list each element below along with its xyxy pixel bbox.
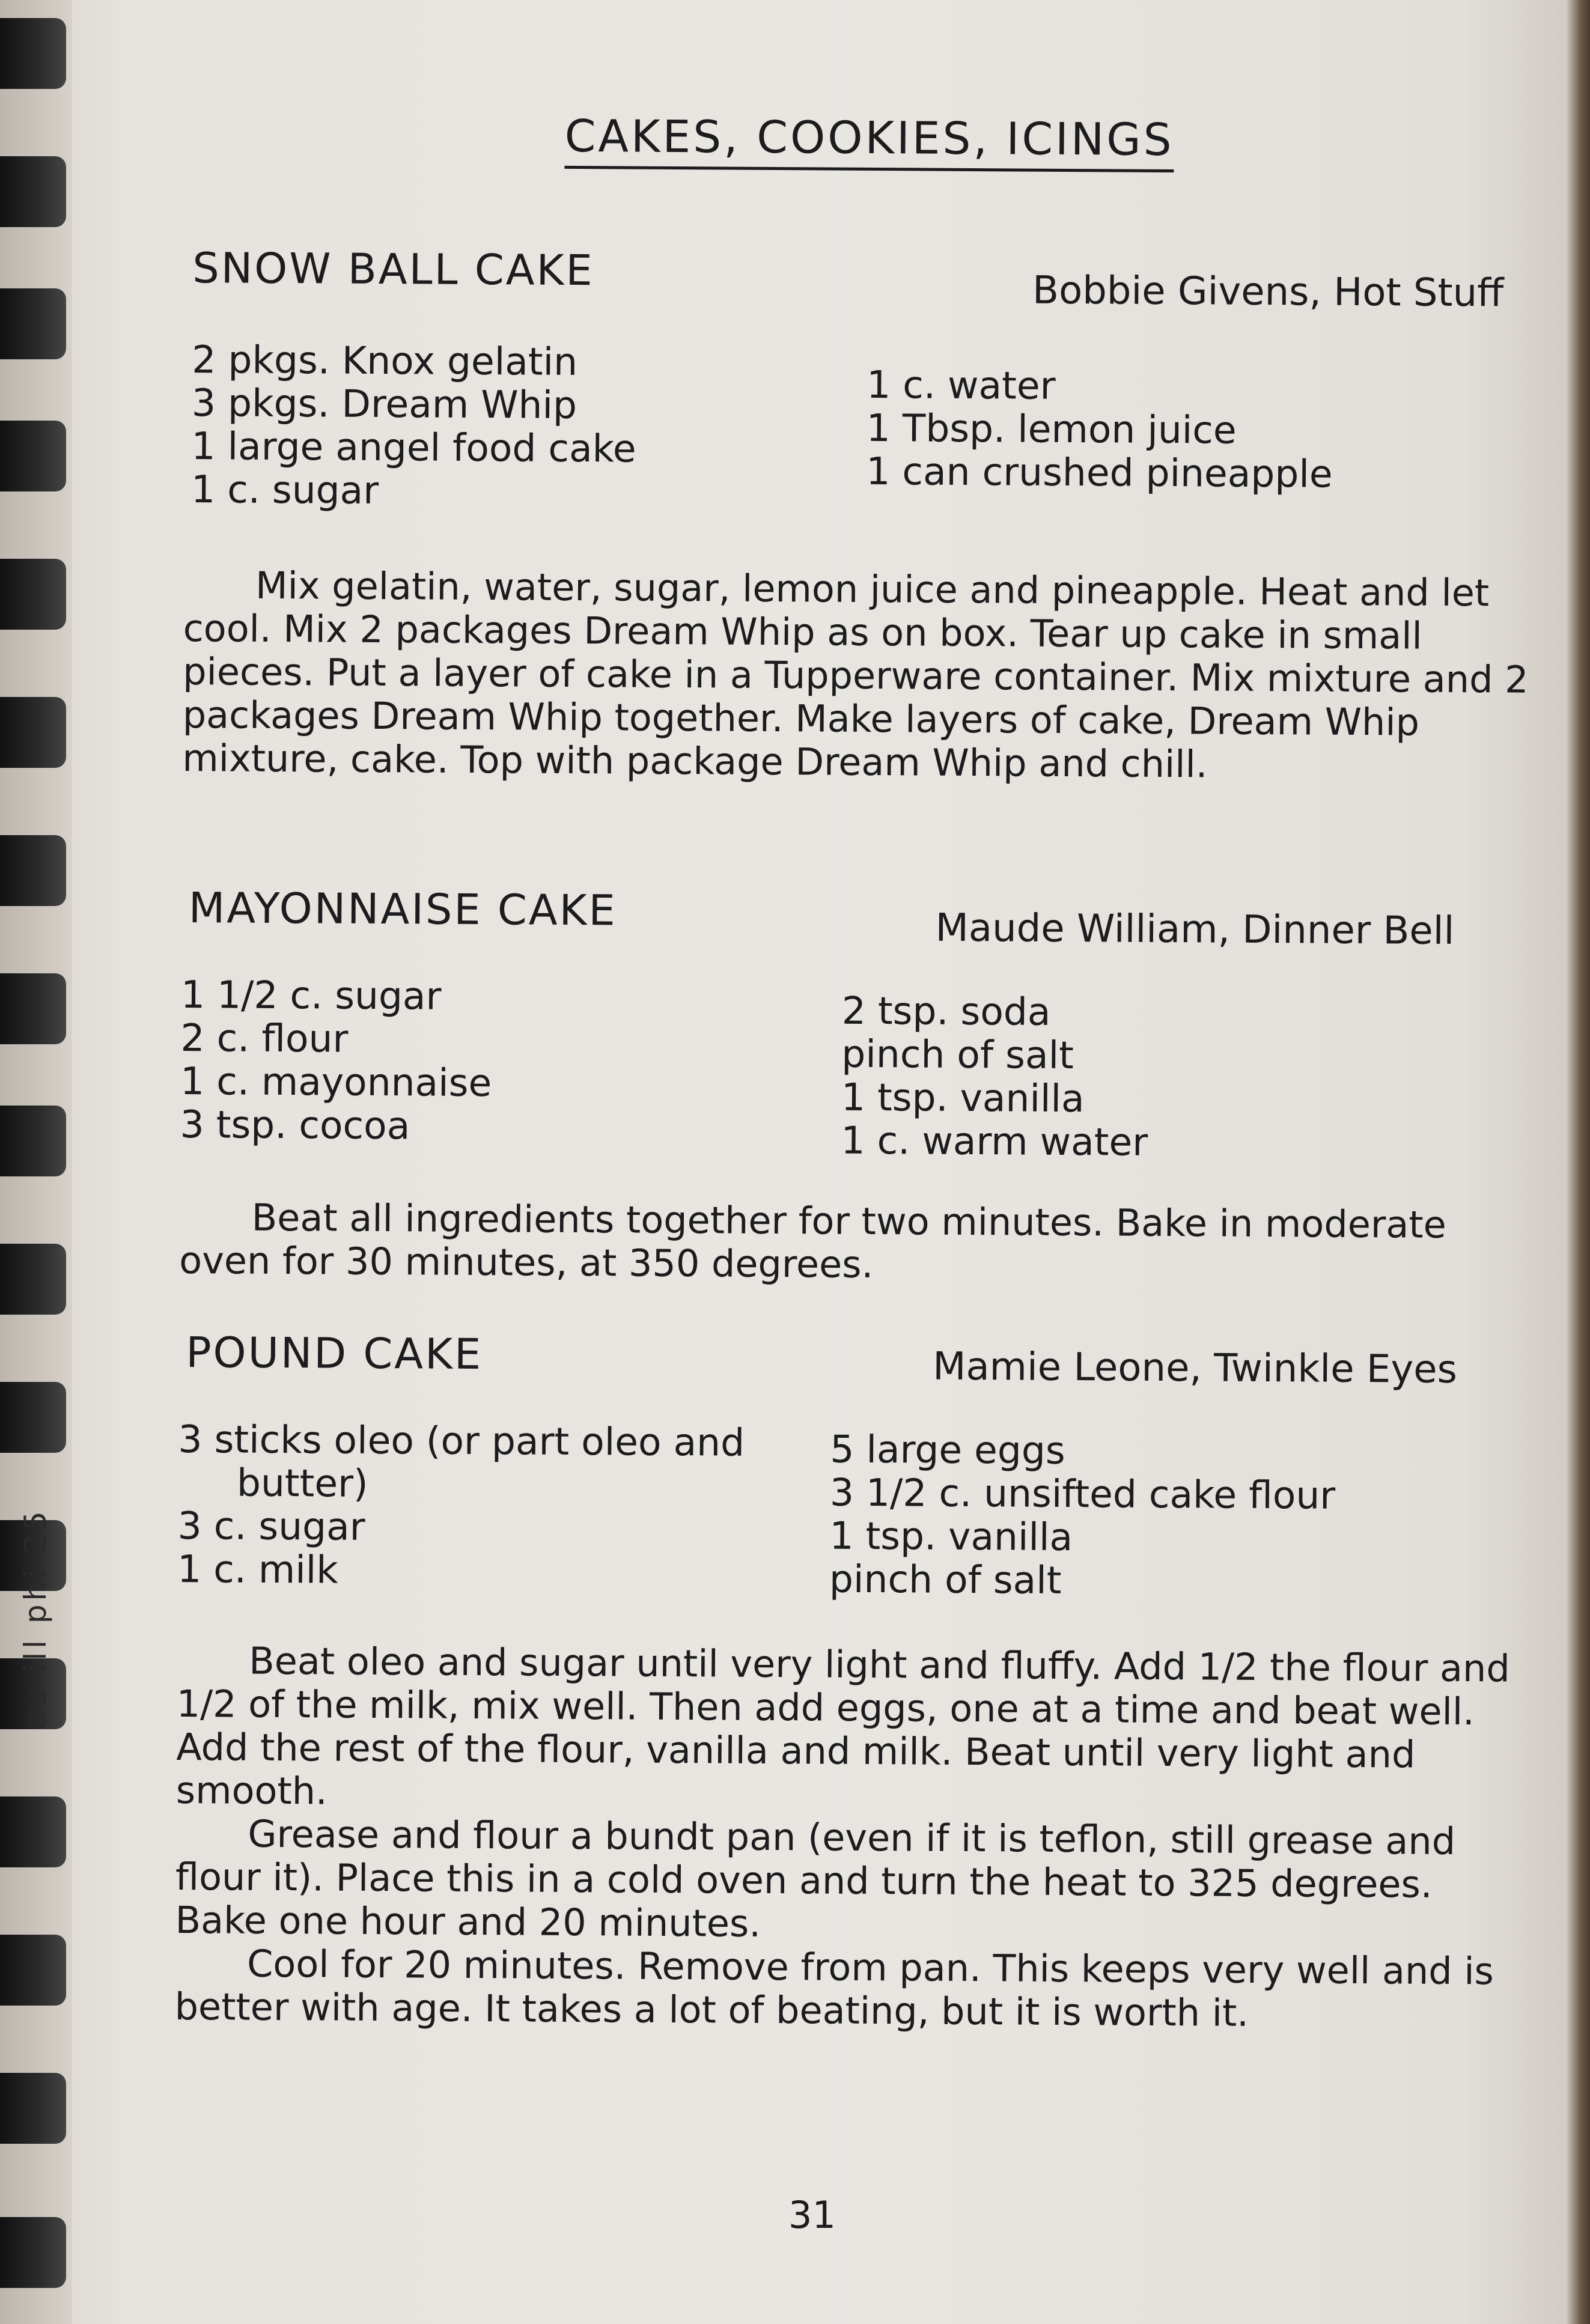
binding-ring [0, 288, 66, 359]
ingredient: butter) [236, 1461, 368, 1506]
binding-ring [0, 2217, 66, 2288]
direction-paragraph: Mix gelatin, water, sugar, lemon juice and pineapple. Heat and let cool. Mix 2 packages Dream Whip as on box. Tear up cake in small pieces. Put a layer of cake in a Tupperware container. Mix mixture and 2 packages Dream Whip together. Make layers of cake, Dream Whip mixture, cake. Top with package Dream Whip and chill. [182, 563, 1529, 786]
ingredients-left [180, 973, 492, 1148]
ingredient: 3 c. sugar [177, 1503, 365, 1549]
direction-paragraph: Beat all ingredients together for two minutes. Bake in moderate oven for 30 minutes, at 350 degrees. [179, 1195, 1447, 1287]
recipe-title: POUND CAKE [186, 1328, 483, 1379]
binding-ring [0, 421, 66, 491]
binding-ring [0, 1796, 66, 1867]
recipe-title: SNOW BALL CAKE [192, 243, 595, 296]
binding-ring [0, 1935, 66, 2006]
binding-ring [0, 559, 66, 630]
ingredients-right [866, 364, 1333, 496]
ingredient: 1 tsp. vanilla [829, 1513, 1073, 1560]
recipe-directions [174, 1639, 1535, 2037]
ingredients-left [191, 338, 637, 514]
ingredient: 1 c. milk [177, 1547, 339, 1592]
binding-ring [0, 835, 66, 906]
recipe-directions [182, 564, 1541, 788]
direction-paragraph: Grease and flour a bundt pan (even if it is teflon, still grease and flour it). Place this in a cold oven and turn the heat to 325 degrees. Bake one hour and 20 minutes. [175, 1811, 1456, 1945]
page-edge [1566, 0, 1590, 2324]
section-heading: CAKES, COOKIES, ICINGS [564, 111, 1174, 172]
direction-paragraph: Cool for 20 minutes. Remove from pan. This keeps very well and is better with age. It takes a lot of beating, but it is worth it. [174, 1941, 1494, 2035]
ingredient: 1 c. sugar [190, 467, 379, 513]
ingredient: 1 c. mayonnaise [180, 1059, 492, 1106]
page-content [174, 108, 1538, 2035]
ingredient: 3 tsp. cocoa [180, 1102, 410, 1148]
ingredient: 1 Tbsp. lemon juice [866, 406, 1237, 452]
recipe-title: MAYONNAISE CAKE [188, 883, 618, 935]
ingredient: pinch of salt [841, 1032, 1074, 1078]
spine-label: eu ill phi 25 [18, 1507, 53, 1730]
ingredient: 3 1/2 c. unsifted cake flour [829, 1470, 1336, 1518]
binding-ring [0, 697, 66, 768]
ingredient: 5 large eggs [830, 1427, 1065, 1473]
ingredient: 1 can crushed pineapple [866, 449, 1333, 496]
ingredient: 3 sticks oleo (or part oleo and [178, 1417, 745, 1465]
ingredient: 2 pkgs. Knox gelatin [192, 338, 578, 384]
recipe-directions [179, 1196, 1538, 1291]
binding-ring [0, 1106, 66, 1176]
ingredient: 1 c. warm water [841, 1118, 1148, 1164]
recipe-author: Mamie Leone, Twinkle Eyes [933, 1344, 1458, 1392]
recipe-author: Maude William, Dinner Bell [935, 905, 1455, 954]
ingredients-left [177, 1418, 745, 1595]
page-number: 31 [788, 2193, 836, 2237]
binding-spine [0, 0, 72, 2324]
direction-paragraph: Beat oleo and sugar until very light and fluffy. Add 1/2 the flour and 1/2 of the milk, mix well. Then add eggs, one at a time and beat well. Add the rest of the flour, vanilla and milk. Beat until very light and smooth. [175, 1638, 1510, 1813]
ingredient: 1 1/2 c. sugar [180, 972, 442, 1018]
binding-ring [0, 2073, 66, 2144]
binding-ring [0, 18, 66, 89]
binding-ring [0, 156, 66, 227]
ingredient: 1 large angel food cake [191, 424, 636, 471]
ingredient: 2 tsp. soda [841, 988, 1051, 1034]
ingredient: pinch of salt [829, 1557, 1062, 1602]
binding-ring [0, 973, 66, 1044]
recipe-author: Bobbie Givens, Hot Stuff [1032, 268, 1504, 316]
ingredient: 2 c. flour [180, 1015, 349, 1061]
ingredients-right [841, 990, 1148, 1164]
ingredients-right [829, 1428, 1336, 1604]
ingredient: 3 pkgs. Dream Whip [191, 381, 577, 427]
ingredient: 1 c. water [866, 362, 1056, 408]
ingredient: 1 tsp. vanilla [841, 1075, 1085, 1121]
